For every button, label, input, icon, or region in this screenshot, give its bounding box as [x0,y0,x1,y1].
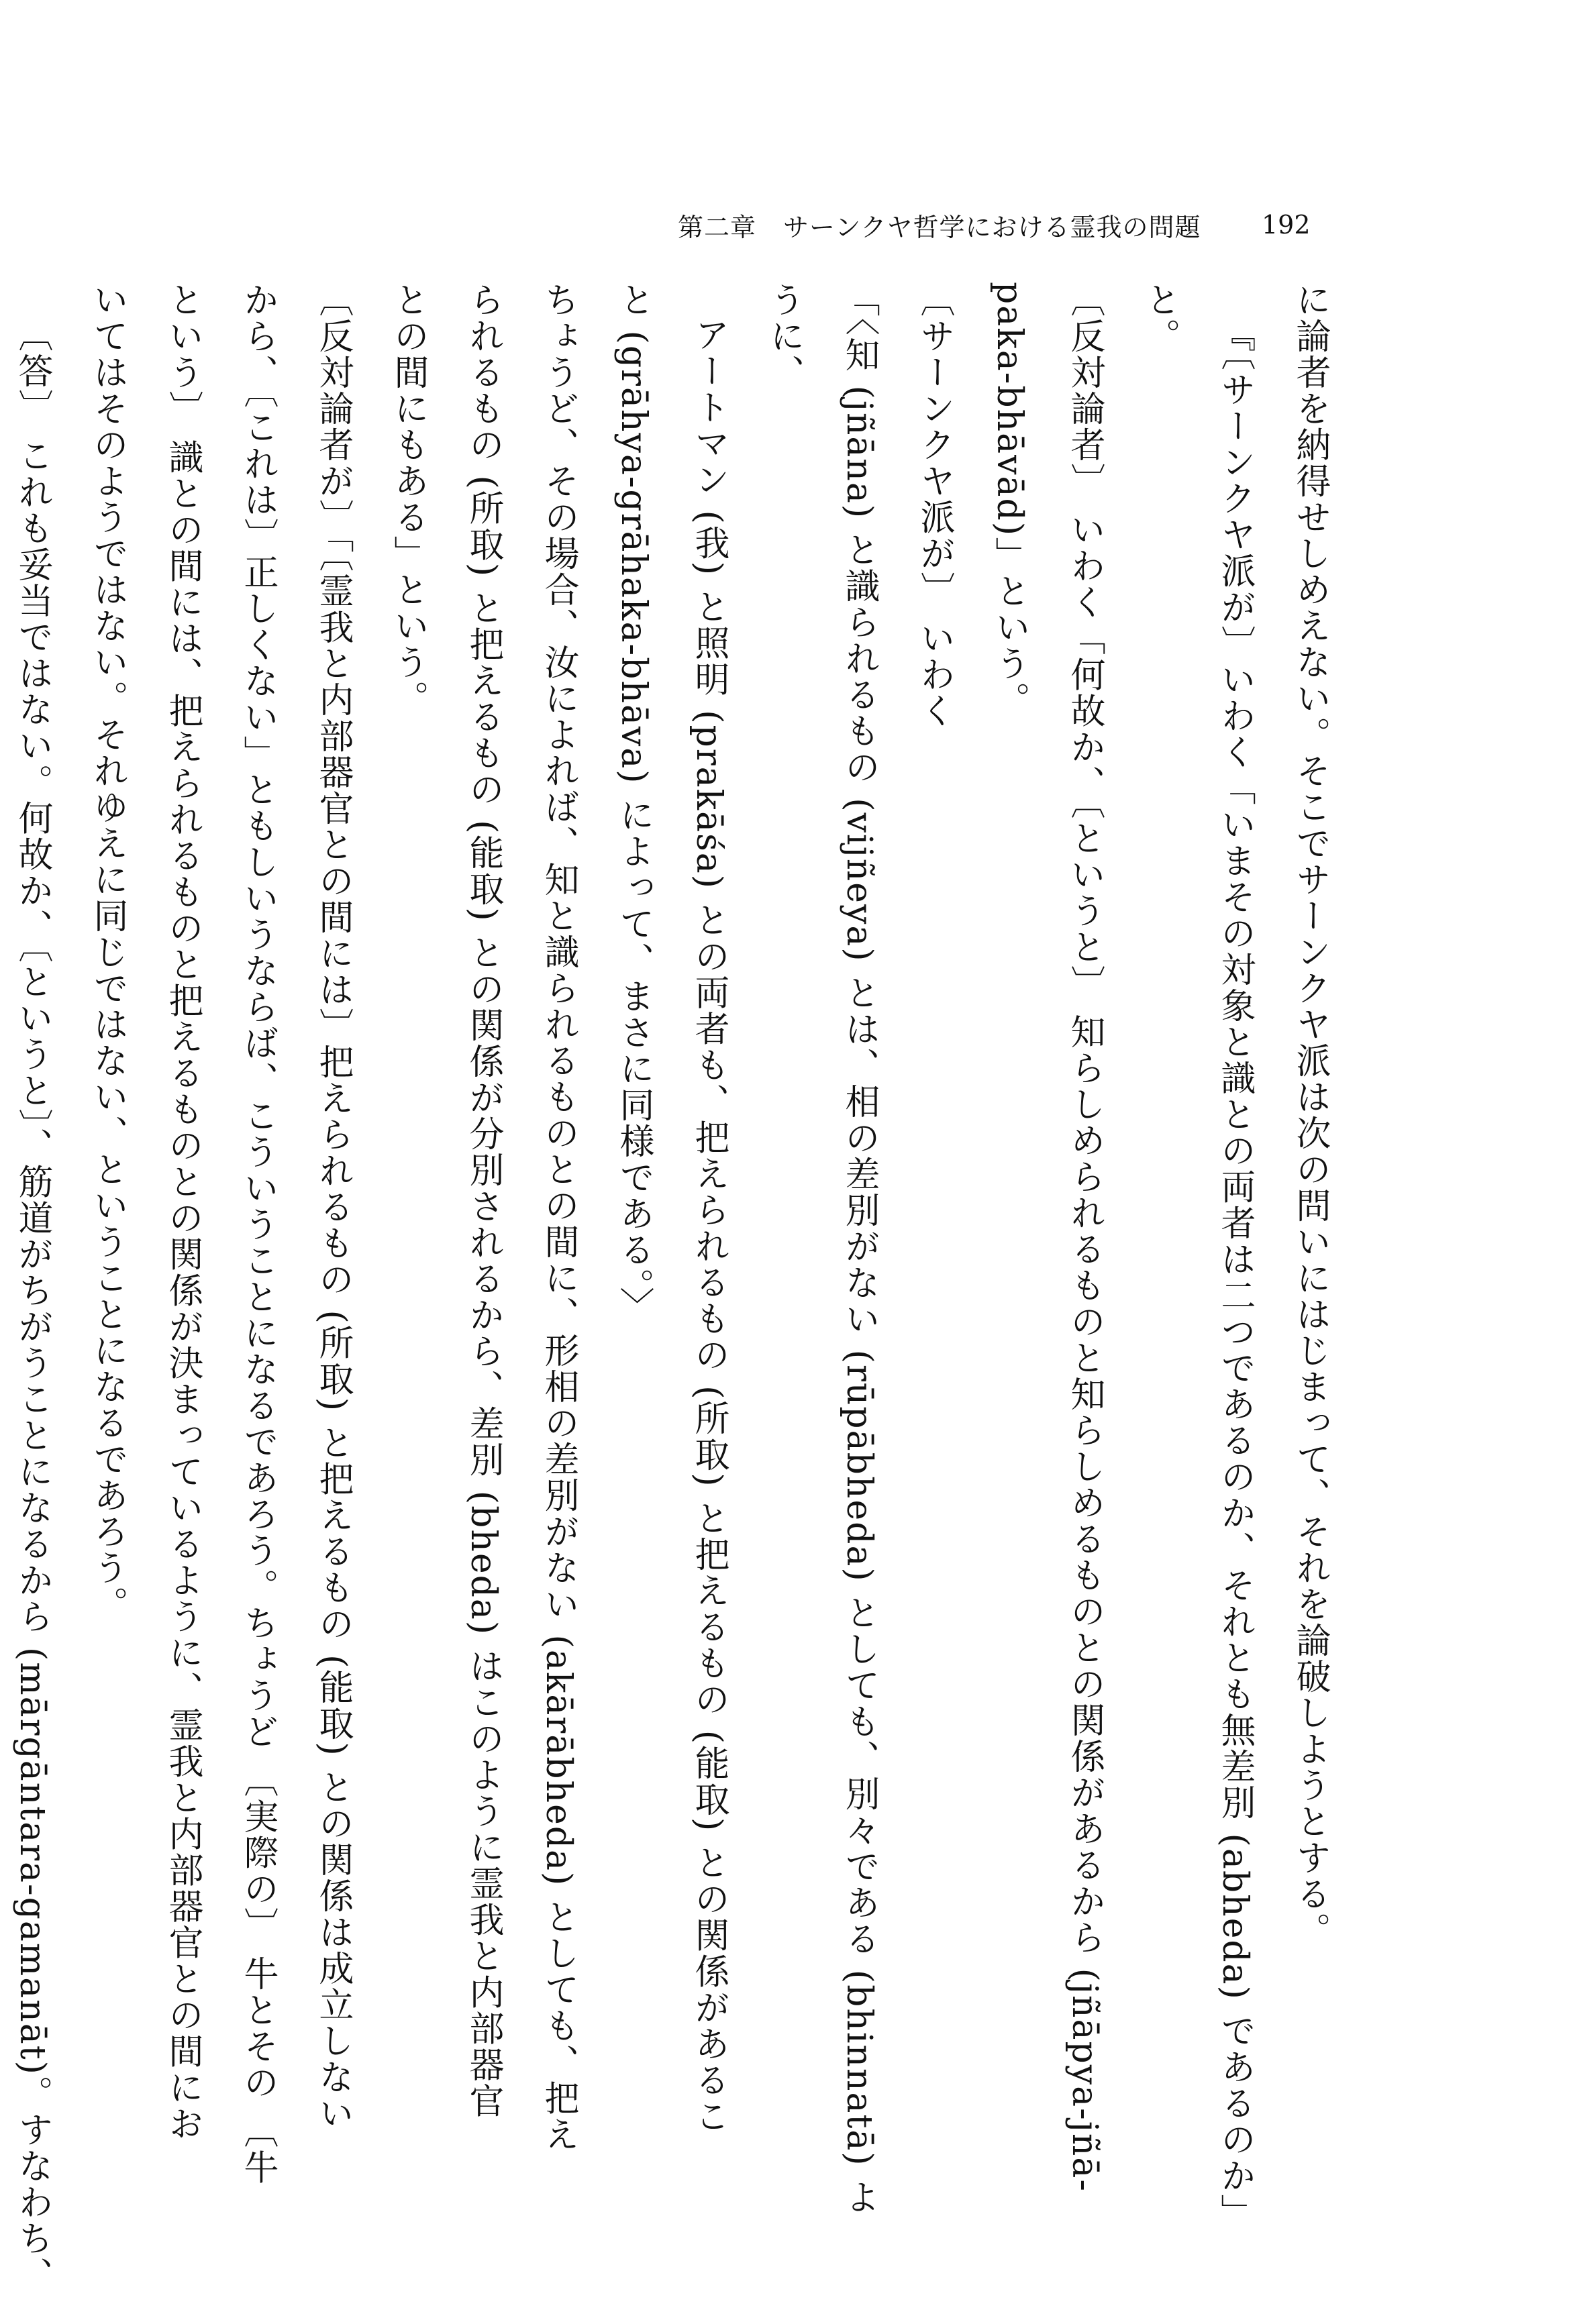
text-line: に論者を納得せしめえない。そこでサーンクヤ派は次の問いにはじまって、それを論破しようとする。 [1290,282,1330,1948]
text-line: アートマン (我) と照明 (prakāśa) との両者も、把えられるもの (所取) と把えるもの (能取) との関係があるこ [689,317,729,2135]
text-line: 〔答〕 これも妥当ではない。何故か、〔というと〕、筋道がちがうことになるから (mārgāntara-gamanāt)。すなわち、 [12,317,52,2293]
page-number: 192 [1262,210,1311,240]
text-line: から、〔これは〕正しくない」ともしいうならば、こういうことになるであろう。ちょうど 〔実際の〕 牛とその 〔牛 [238,282,278,2186]
text-line: という〕 識との間には、把えられるものと把えるものとの関係が決まっているように、霊我と内部器官との間にお [162,282,203,2142]
text-line: 〔反対論者〕 いわく「何故か、〔というと〕 知らしめられるものと知らしめるものとの関係があるから (jñāpya-jñā- [1064,282,1105,2193]
text-line: との間にもある」という。 [388,282,428,717]
chapter-label: 第二章 [678,212,757,242]
text-line: いてはそのようではない。それゆえに同じではない、ということになるであろう。 [87,282,128,1622]
text-line: paka-bhāvād)」という。 [989,282,1029,719]
text-line: ちょうど、その場合、汝によれば、知と識られるものとの間に、形相の差別がない (akārābheda) としても、把え [538,282,578,2153]
text-line: うに、 [764,282,804,390]
text-line: 『〔サーンクヤ派が〕いわく「いまその対象と識との両者は二つであるのか、それとも無差別 (abheda) であるのか」 [1215,317,1255,2231]
text-line: と (grāhya-grāhaka-bhāva) によって、まさに同様である。〉 [613,282,654,1324]
running-header [678,205,1335,245]
text-line: 〔反対論者が〕「〔霊我と内部器官との間には〕把えられるもの (所取) と把えるもの (能取) との関係は成立しない [313,282,353,2132]
text-line: 〔サーンクヤ派が〕 いわく [914,282,954,729]
text-line: 「〈知 (jñāna) と識られるもの (vijñeya) とは、相の差別がない (rūpābheda) としても、別々である (bhinnatā) よ [839,282,879,2216]
text-line: られるもの (所取) と把えるもの (能取) との関係が分別されるから、差別 (bheda) はこのように霊我と内部器官 [463,282,503,2119]
body-text [12,282,1348,2293]
text-line: と。 [1140,282,1180,354]
chapter-title: サーンクヤ哲学における霊我の問題 [783,212,1201,242]
